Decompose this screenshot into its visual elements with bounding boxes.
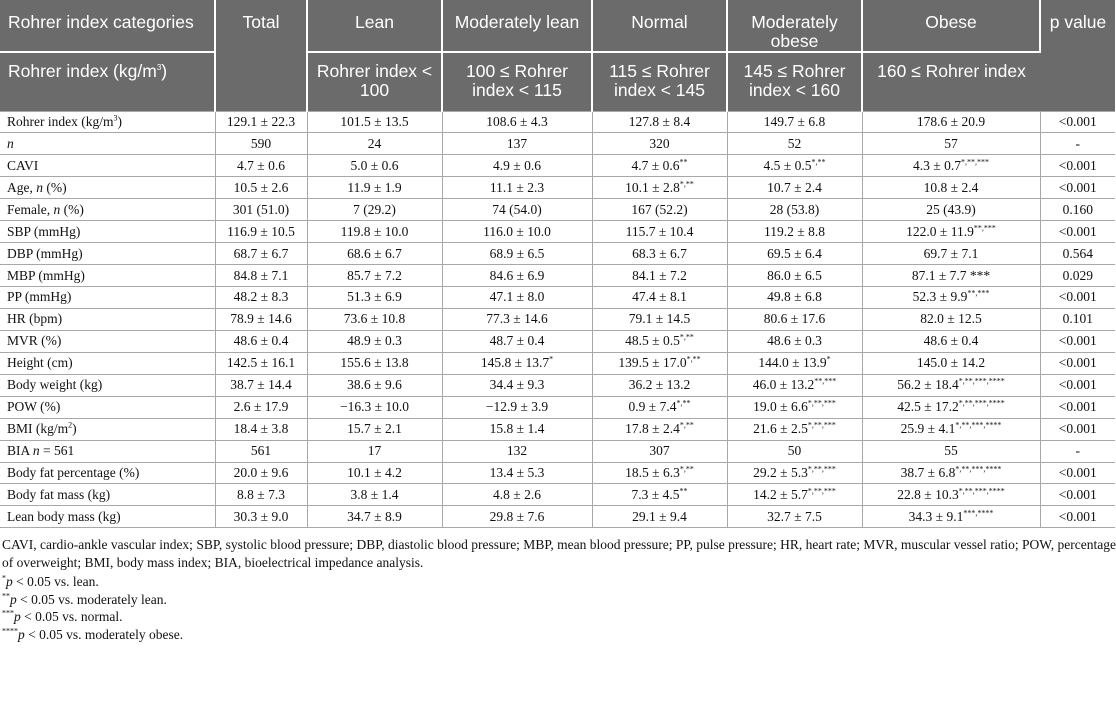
table-cell: 2.6 ± 17.9 bbox=[215, 396, 307, 418]
row-label: Rohrer index $(kg/m^3)$ bbox=[0, 111, 215, 133]
table-cell: 36.2 ± 13.2 bbox=[592, 374, 727, 396]
footnote: *p < 0.05 vs. lean. bbox=[2, 573, 99, 590]
table-cell: <0.001 bbox=[1040, 111, 1115, 133]
row-label: Body fat percentage (%) bbox=[0, 462, 215, 484]
header-total: Total bbox=[215, 0, 307, 111]
table-row bbox=[0, 199, 1115, 221]
table-cell: <0.001 bbox=[1040, 352, 1115, 374]
row-label: Female, n (%) bbox=[0, 199, 215, 221]
table-cell: 84.1 ± 7.2 bbox=[592, 265, 727, 287]
table-notes bbox=[0, 528, 1116, 643]
table-cell: 29.1 ± 9.4 bbox=[592, 506, 727, 528]
table-row bbox=[0, 374, 1115, 396]
table-cell: 47.1 ± 8.0 bbox=[442, 287, 592, 309]
table-cell: 29.2 ± 5.3*,**,*** bbox=[727, 462, 862, 484]
table-cell: 49.8 ± 6.8 bbox=[727, 287, 862, 309]
table-header bbox=[0, 0, 1115, 111]
table-row bbox=[0, 111, 1115, 133]
table-cell: 78.9 ± 14.6 bbox=[215, 308, 307, 330]
table-cell: 0.160 bbox=[1040, 199, 1115, 221]
table-row bbox=[0, 484, 1115, 506]
table-cell: 139.5 ± 17.0*,** bbox=[592, 352, 727, 374]
table-cell: 149.7 ± 6.8 bbox=[727, 111, 862, 133]
table-cell: <0.001 bbox=[1040, 177, 1115, 199]
table-row bbox=[0, 352, 1115, 374]
table-body bbox=[0, 111, 1115, 528]
table-cell: 25.9 ± 4.1*,**,***,**** bbox=[862, 418, 1040, 440]
table-cell: 15.8 ± 1.4 bbox=[442, 418, 592, 440]
table-cell: 69.5 ± 6.4 bbox=[727, 243, 862, 265]
table-row bbox=[0, 396, 1115, 418]
row-label: SBP (mmHg) bbox=[0, 221, 215, 243]
table-row bbox=[0, 418, 1115, 440]
table-cell: 8.8 ± 7.3 bbox=[215, 484, 307, 506]
table-cell: 13.4 ± 5.3 bbox=[442, 462, 592, 484]
row-label: n bbox=[0, 133, 215, 155]
table-cell: 10.1 ± 2.8*,** bbox=[592, 177, 727, 199]
table-cell: 68.6 ± 6.7 bbox=[307, 243, 442, 265]
table-row bbox=[0, 265, 1115, 287]
table-cell: 74 (54.0) bbox=[442, 199, 592, 221]
table-cell: 57 bbox=[862, 133, 1040, 155]
table-cell: 10.1 ± 4.2 bbox=[307, 462, 442, 484]
table-cell: 119.8 ± 10.0 bbox=[307, 221, 442, 243]
table-cell: 68.3 ± 6.7 bbox=[592, 243, 727, 265]
table-cell: 178.6 ± 20.9 bbox=[862, 111, 1040, 133]
row-label: BIA n = 561 bbox=[0, 440, 215, 462]
table-cell: 25 (43.9) bbox=[862, 199, 1040, 221]
header-range-moderately-obese: 145 ≤ Rohrer index < 160 bbox=[727, 52, 862, 111]
table-cell: 108.6 ± 4.3 bbox=[442, 111, 592, 133]
table-cell: 22.8 ± 10.3*,**,***,**** bbox=[862, 484, 1040, 506]
table-cell: 10.8 ± 2.4 bbox=[862, 177, 1040, 199]
table-row bbox=[0, 462, 1115, 484]
table-cell: 122.0 ± 11.9**,*** bbox=[862, 221, 1040, 243]
row-label: PP (mmHg) bbox=[0, 287, 215, 309]
table-cell: 14.2 ± 5.7*,**,*** bbox=[727, 484, 862, 506]
row-label: Body fat mass (kg) bbox=[0, 484, 215, 506]
header-normal: Normal bbox=[592, 0, 727, 52]
table-cell: 119.2 ± 8.8 bbox=[727, 221, 862, 243]
table-cell: 301 (51.0) bbox=[215, 199, 307, 221]
table-cell: 48.6 ± 0.4 bbox=[215, 330, 307, 352]
row-label: MBP (mmHg) bbox=[0, 265, 215, 287]
table-cell: 18.5 ± 6.3*,** bbox=[592, 462, 727, 484]
table-cell: 5.0 ± 0.6 bbox=[307, 155, 442, 177]
table-cell: 48.5 ± 0.5*,** bbox=[592, 330, 727, 352]
table-cell: 4.8 ± 2.6 bbox=[442, 484, 592, 506]
table-cell: 116.0 ± 10.0 bbox=[442, 221, 592, 243]
table-cell: 55 bbox=[862, 440, 1040, 462]
table-cell: 51.3 ± 6.9 bbox=[307, 287, 442, 309]
table-cell: 129.1 ± 22.3 bbox=[215, 111, 307, 133]
table-cell: 15.7 ± 2.1 bbox=[307, 418, 442, 440]
row-label: Height (cm) bbox=[0, 352, 215, 374]
table-row bbox=[0, 440, 1115, 462]
table-cell: 69.7 ± 7.1 bbox=[862, 243, 1040, 265]
table-cell: <0.001 bbox=[1040, 396, 1115, 418]
table-cell: 77.3 ± 14.6 bbox=[442, 308, 592, 330]
table-cell: 144.0 ± 13.9* bbox=[727, 352, 862, 374]
table-cell: 34.7 ± 8.9 bbox=[307, 506, 442, 528]
table-cell: 0.101 bbox=[1040, 308, 1115, 330]
table-cell: 48.7 ± 0.4 bbox=[442, 330, 592, 352]
table-cell: 56.2 ± 18.4*,**,***,**** bbox=[862, 374, 1040, 396]
table-cell: 38.7 ± 14.4 bbox=[215, 374, 307, 396]
table-cell: 115.7 ± 10.4 bbox=[592, 221, 727, 243]
table-cell: 38.6 ± 9.6 bbox=[307, 374, 442, 396]
header-range-lean: Rohrer index < 100 bbox=[307, 52, 442, 111]
table-cell: 85.7 ± 7.2 bbox=[307, 265, 442, 287]
table-cell: 590 bbox=[215, 133, 307, 155]
table-cell: 4.5 ± 0.5*,** bbox=[727, 155, 862, 177]
row-label: MVR (%) bbox=[0, 330, 215, 352]
table-row bbox=[0, 506, 1115, 528]
row-label: Lean body mass (kg) bbox=[0, 506, 215, 528]
table-cell: 4.9 ± 0.6 bbox=[442, 155, 592, 177]
table-row bbox=[0, 155, 1115, 177]
table-row bbox=[0, 308, 1115, 330]
table-cell: 24 bbox=[307, 133, 442, 155]
header-range-normal: 115 ≤ Rohrer index < 145 bbox=[592, 52, 727, 111]
table-cell: 145.0 ± 14.2 bbox=[862, 352, 1040, 374]
table-cell: <0.001 bbox=[1040, 484, 1115, 506]
header-range-moderately-lean: 100 ≤ Rohrer index < 115 bbox=[442, 52, 592, 111]
table-cell: 68.9 ± 6.5 bbox=[442, 243, 592, 265]
table-cell: 32.7 ± 7.5 bbox=[727, 506, 862, 528]
row-label: Body weight (kg) bbox=[0, 374, 215, 396]
row-label: HR (bpm) bbox=[0, 308, 215, 330]
table-cell: 48.6 ± 0.3 bbox=[727, 330, 862, 352]
table-cell: 52.3 ± 9.9**,*** bbox=[862, 287, 1040, 309]
table-cell: 68.7 ± 6.7 bbox=[215, 243, 307, 265]
footnote: **p < 0.05 vs. moderately lean. bbox=[2, 591, 167, 607]
table-cell: 17 bbox=[307, 440, 442, 462]
table-row bbox=[0, 221, 1115, 243]
table-row bbox=[0, 243, 1115, 265]
footnotes-list bbox=[2, 573, 1116, 643]
table-cell: 47.4 ± 8.1 bbox=[592, 287, 727, 309]
table-cell: 7 (29.2) bbox=[307, 199, 442, 221]
table-cell: 73.6 ± 10.8 bbox=[307, 308, 442, 330]
footnote: ***p < 0.05 vs. normal. bbox=[2, 608, 123, 625]
table-cell: 10.5 ± 2.6 bbox=[215, 177, 307, 199]
table-cell: 3.8 ± 1.4 bbox=[307, 484, 442, 506]
table-cell: 132 bbox=[442, 440, 592, 462]
table-cell: 30.3 ± 9.0 bbox=[215, 506, 307, 528]
table-cell: 4.3 ± 0.7*,**,*** bbox=[862, 155, 1040, 177]
table-cell: 84.8 ± 7.1 bbox=[215, 265, 307, 287]
table-cell: 42.5 ± 17.2*,**,***,**** bbox=[862, 396, 1040, 418]
row-label: DBP (mmHg) bbox=[0, 243, 215, 265]
table-cell: 86.0 ± 6.5 bbox=[727, 265, 862, 287]
table-cell: 11.9 ± 1.9 bbox=[307, 177, 442, 199]
table-cell: 48.9 ± 0.3 bbox=[307, 330, 442, 352]
table-cell: −12.9 ± 3.9 bbox=[442, 396, 592, 418]
table-cell: 320 bbox=[592, 133, 727, 155]
table-cell: 34.4 ± 9.3 bbox=[442, 374, 592, 396]
table-cell: 18.4 ± 3.8 bbox=[215, 418, 307, 440]
table-cell: 142.5 ± 16.1 bbox=[215, 352, 307, 374]
table-cell: 0.9 ± 7.4*,** bbox=[592, 396, 727, 418]
table-cell: - bbox=[1040, 133, 1115, 155]
table-cell: −16.3 ± 10.0 bbox=[307, 396, 442, 418]
row-label: CAVI bbox=[0, 155, 215, 177]
table-cell: 101.5 ± 13.5 bbox=[307, 111, 442, 133]
table-cell: 127.8 ± 8.4 bbox=[592, 111, 727, 133]
table-cell: 19.0 ± 6.6*,**,*** bbox=[727, 396, 862, 418]
table-cell: 11.1 ± 2.3 bbox=[442, 177, 592, 199]
header-range-obese: 160 ≤ Rohrer index bbox=[862, 52, 1040, 111]
header-p-value: p value bbox=[1040, 0, 1115, 111]
table-cell: <0.001 bbox=[1040, 221, 1115, 243]
table-cell: <0.001 bbox=[1040, 155, 1115, 177]
row-label: POW (%) bbox=[0, 396, 215, 418]
table-cell: 145.8 ± 13.7* bbox=[442, 352, 592, 374]
table-cell: 50 bbox=[727, 440, 862, 462]
table-cell: 87.1 ± 7.7 *** bbox=[862, 265, 1040, 287]
table-cell: 4.7 ± 0.6 bbox=[215, 155, 307, 177]
row-label: Age, n (%) bbox=[0, 177, 215, 199]
table-cell: 17.8 ± 2.4*,** bbox=[592, 418, 727, 440]
table-cell: 561 bbox=[215, 440, 307, 462]
table-cell: 48.2 ± 8.3 bbox=[215, 287, 307, 309]
header-moderately-lean: Moderately lean bbox=[442, 0, 592, 52]
table-cell: <0.001 bbox=[1040, 506, 1115, 528]
table-cell: 79.1 ± 14.5 bbox=[592, 308, 727, 330]
header-rohrer-unit: Rohrer index $(kg/m^3)$ bbox=[0, 52, 215, 111]
footnote: ****p < 0.05 vs. moderately obese. bbox=[2, 626, 184, 642]
table-cell: 0.029 bbox=[1040, 265, 1115, 287]
table-row bbox=[0, 133, 1115, 155]
table-cell: 307 bbox=[592, 440, 727, 462]
table-cell: <0.001 bbox=[1040, 462, 1115, 484]
abbreviations-note: CAVI, cardio-ankle vascular index; SBP, systolic blood pressure; DBP, diastolic blood pressure; MBP, mean blood pressure; PP, pulse pressure; HR, heart rate; MVR, muscular vessel ratio; POW, percentage of overweight; BMI, body mass index; BIA, bioelectrical impedance analysis. bbox=[2, 537, 1116, 570]
header-moderately-obese: Moderately obese bbox=[727, 0, 862, 52]
table-cell: 80.6 ± 17.6 bbox=[727, 308, 862, 330]
table-cell: - bbox=[1040, 440, 1115, 462]
table-cell: <0.001 bbox=[1040, 418, 1115, 440]
table-row bbox=[0, 330, 1115, 352]
table-cell: 0.564 bbox=[1040, 243, 1115, 265]
table-cell: 46.0 ± 13.2**,*** bbox=[727, 374, 862, 396]
table-row bbox=[0, 287, 1115, 309]
table-cell: 28 (53.8) bbox=[727, 199, 862, 221]
table-cell: 4.7 ± 0.6** bbox=[592, 155, 727, 177]
table-cell: <0.001 bbox=[1040, 374, 1115, 396]
table-cell: 29.8 ± 7.6 bbox=[442, 506, 592, 528]
table-cell: 116.9 ± 10.5 bbox=[215, 221, 307, 243]
table-cell: <0.001 bbox=[1040, 287, 1115, 309]
row-label: BMI $(kg/m^2)$ bbox=[0, 418, 215, 440]
table-cell: 84.6 ± 6.9 bbox=[442, 265, 592, 287]
table-cell: 52 bbox=[727, 133, 862, 155]
table-cell: <0.001 bbox=[1040, 330, 1115, 352]
table-cell: 7.3 ± 4.5** bbox=[592, 484, 727, 506]
table-cell: 34.3 ± 9.1***,**** bbox=[862, 506, 1040, 528]
header-categories: Rohrer index categories bbox=[0, 0, 215, 52]
header-obese: Obese bbox=[862, 0, 1040, 52]
table-cell: 48.6 ± 0.4 bbox=[862, 330, 1040, 352]
table-cell: 155.6 ± 13.8 bbox=[307, 352, 442, 374]
table-cell: 167 (52.2) bbox=[592, 199, 727, 221]
table-cell: 137 bbox=[442, 133, 592, 155]
table-cell: 20.0 ± 9.6 bbox=[215, 462, 307, 484]
table-row bbox=[0, 177, 1115, 199]
header-lean: Lean bbox=[307, 0, 442, 52]
table-cell: 10.7 ± 2.4 bbox=[727, 177, 862, 199]
table-cell: 38.7 ± 6.8*,**,***,**** bbox=[862, 462, 1040, 484]
table-cell: 82.0 ± 12.5 bbox=[862, 308, 1040, 330]
table-cell: 21.6 ± 2.5*,**,*** bbox=[727, 418, 862, 440]
